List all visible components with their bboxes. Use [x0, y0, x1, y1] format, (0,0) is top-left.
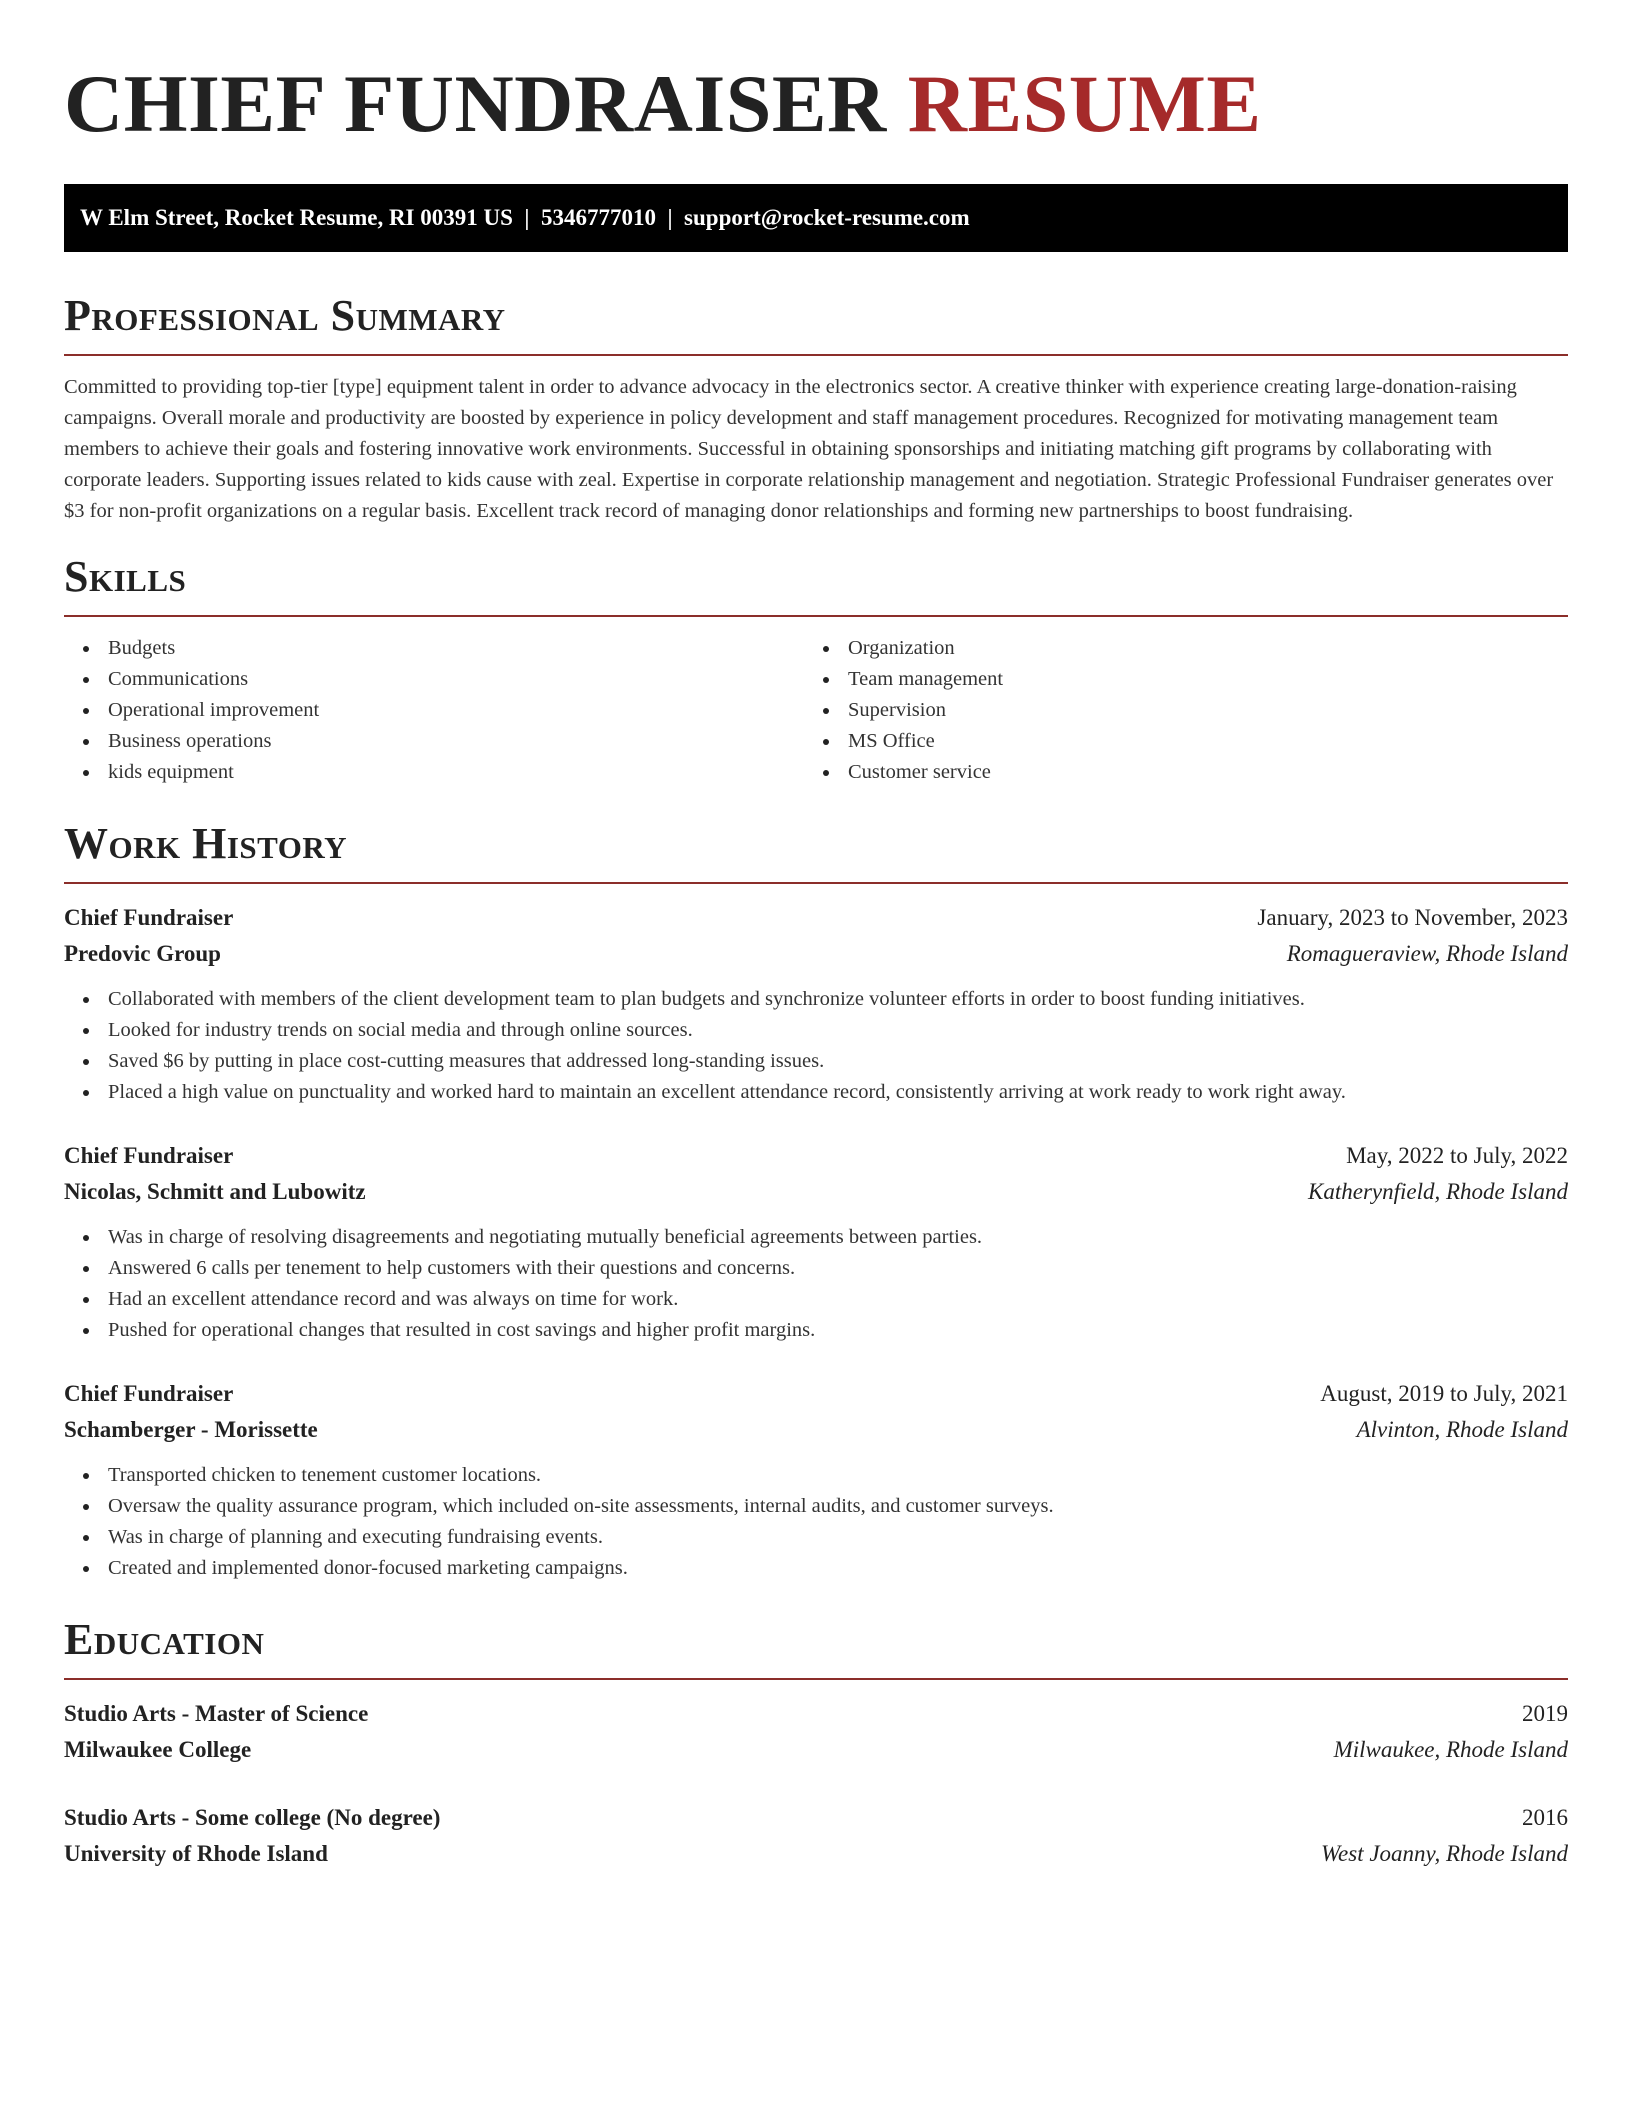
job-location: Alvinton, Rhode Island — [1356, 1417, 1568, 1442]
job-company-row — [64, 1412, 1568, 1448]
education-header-row — [64, 1800, 1568, 1836]
education-header-row — [64, 1696, 1568, 1732]
skills-list-right — [804, 633, 1544, 788]
section-divider — [64, 615, 1568, 617]
summary-heading: Professional Summary — [64, 291, 506, 340]
work-section — [64, 818, 1568, 1584]
job-entry — [64, 1138, 1568, 1346]
job-bullet: Looked for industry trends on social media and through online sources. — [64, 1015, 1568, 1046]
education-year: 2019 — [1522, 1701, 1568, 1726]
job-bullets — [64, 1222, 1568, 1346]
job-title: Chief Fundraiser — [64, 1143, 234, 1168]
job-location: Katherynfield, Rhode Island — [1308, 1179, 1568, 1204]
education-school: Milwaukee College — [64, 1737, 252, 1762]
job-bullet: Answered 6 calls per tenement to help customers with their questions and concerns. — [64, 1253, 1568, 1284]
resume-title — [64, 0, 1568, 152]
job-title: Chief Fundraiser — [64, 1381, 234, 1406]
job-dates: May, 2022 to July, 2022 — [1346, 1143, 1568, 1168]
skills-list-left — [64, 633, 804, 788]
title-accent: RESUME — [907, 58, 1262, 149]
job-bullet: Pushed for operational changes that resulted in cost savings and higher profit margins. — [64, 1315, 1568, 1346]
job-bullet: Saved $6 by putting in place cost-cutting measures that addressed long-standing issues. — [64, 1046, 1568, 1077]
job-header-row — [64, 900, 1568, 936]
summary-section — [64, 290, 1568, 527]
contact-bar: W Elm Street, Rocket Resume, RI 00391 US | 5346777010 | support@rocket-resume.com — [64, 184, 1568, 252]
education-year: 2016 — [1522, 1805, 1568, 1830]
skills-columns — [64, 633, 1568, 788]
job-header-row — [64, 1376, 1568, 1412]
skill-item: Operational improvement — [64, 695, 804, 726]
education-school: University of Rhode Island — [64, 1841, 328, 1866]
job-company-row — [64, 936, 1568, 972]
education-school-row — [64, 1732, 1568, 1768]
job-bullet: Placed a high value on punctuality and worked hard to maintain an excellent attendance record, consistently arriving at work ready to work right away. — [64, 1077, 1568, 1108]
skill-item: Business operations — [64, 726, 804, 757]
job-bullet: Collaborated with members of the client development team to plan budgets and synchronize volunteer efforts in order to boost funding initiatives. — [64, 984, 1568, 1015]
job-title: Chief Fundraiser — [64, 905, 234, 930]
section-divider — [64, 1678, 1568, 1680]
job-dates: January, 2023 to November, 2023 — [1257, 905, 1568, 930]
job-header-row — [64, 1138, 1568, 1174]
education-degree: Studio Arts - Master of Science — [64, 1701, 369, 1726]
job-entry — [64, 900, 1568, 1108]
job-company: Predovic Group — [64, 941, 221, 966]
job-entry — [64, 1376, 1568, 1584]
job-bullet: Transported chicken to tenement customer locations. — [64, 1460, 1568, 1491]
education-degree: Studio Arts - Some college (No degree) — [64, 1805, 441, 1830]
job-company: Schamberger - Morissette — [64, 1417, 318, 1442]
skills-section — [64, 551, 1568, 788]
education-entry — [64, 1696, 1568, 1768]
education-school-row — [64, 1836, 1568, 1872]
education-location: Milwaukee, Rhode Island — [1333, 1737, 1568, 1762]
skill-item: Team management — [804, 664, 1544, 695]
skill-item: MS Office — [804, 726, 1544, 757]
title-main: CHIEF FUNDRAISER — [64, 58, 887, 149]
work-heading: Work History — [64, 819, 348, 868]
skills-heading: Skills — [64, 552, 187, 601]
section-divider — [64, 882, 1568, 884]
education-section — [64, 1614, 1568, 1872]
education-location: West Joanny, Rhode Island — [1320, 1841, 1568, 1866]
skill-item: Organization — [804, 633, 1544, 664]
job-bullet: Oversaw the quality assurance program, which included on-site assessments, internal audits, and customer surveys. — [64, 1491, 1568, 1522]
job-bullet: Was in charge of planning and executing fundraising events. — [64, 1522, 1568, 1553]
job-bullets — [64, 984, 1568, 1108]
education-entry — [64, 1800, 1568, 1872]
skill-item: kids equipment — [64, 757, 804, 788]
skill-item: Communications — [64, 664, 804, 695]
job-bullet: Had an excellent attendance record and was always on time for work. — [64, 1284, 1568, 1315]
job-bullet: Created and implemented donor-focused marketing campaigns. — [64, 1553, 1568, 1584]
summary-text: Committed to providing top-tier [type] equipment talent in order to advance advocacy in the electronics sector. A creative thinker with experience creating large-donation-raising campaigns. Overall morale and productivity are boosted by experience in policy development and staff management procedures. Recognized for motivating management team members to achieve their goals and fostering innovative work environments. Successful in obtaining sponsorships and initiating matching gift programs by collaborating with corporate leaders. Supporting issues related to kids cause with zeal. Expertise in corporate relationship management and negotiation. Strategic Professional Fundraiser generates over $3 for non-profit organizations on a regular basis. Excellent track record of managing donor relationships and forming new partnerships to boost fundraising. — [64, 376, 1554, 522]
section-divider — [64, 354, 1568, 356]
skill-item: Supervision — [804, 695, 1544, 726]
job-company: Nicolas, Schmitt and Lubowitz — [64, 1179, 366, 1204]
education-heading: Education — [64, 1615, 265, 1664]
job-bullet: Was in charge of resolving disagreements and negotiating mutually beneficial agreements between parties. — [64, 1222, 1568, 1253]
job-bullets — [64, 1460, 1568, 1584]
skill-item: Customer service — [804, 757, 1544, 788]
job-location: Romagueraview, Rhode Island — [1286, 941, 1568, 966]
skill-item: Budgets — [64, 633, 804, 664]
job-dates: August, 2019 to July, 2021 — [1320, 1381, 1568, 1406]
job-company-row — [64, 1174, 1568, 1210]
